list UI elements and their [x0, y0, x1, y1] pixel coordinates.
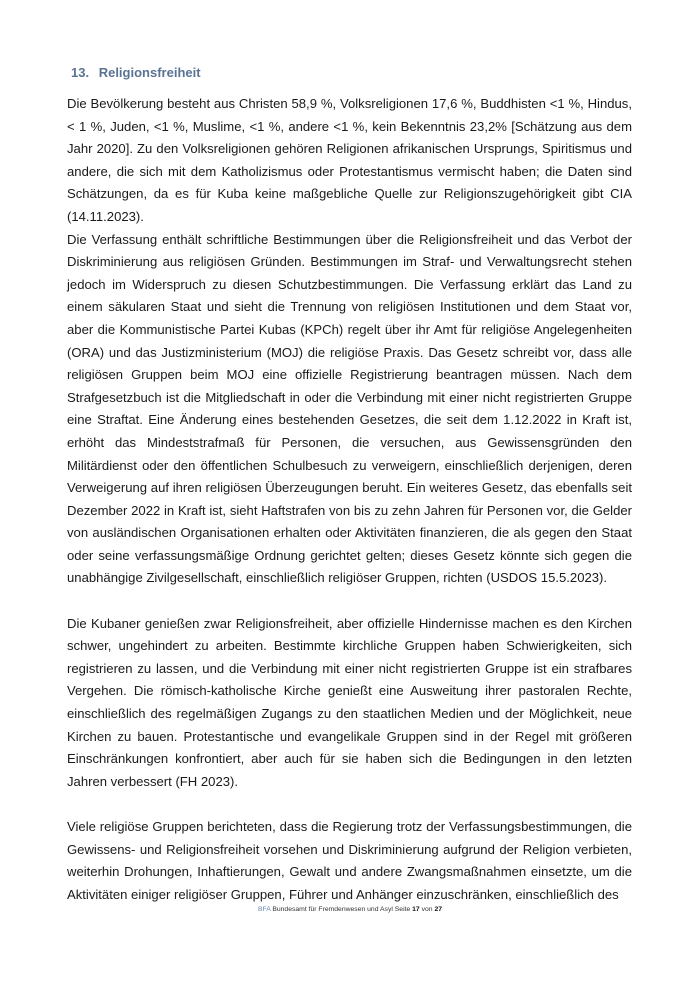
section-number: 13. [71, 65, 90, 80]
paragraph-freedom: Die Kubaner genießen zwar Religionsfreiheit, aber offizielle Hindernisse machen es den Kirchen schwer, ungehindert zu arbeiten. Bestimmte kirchliche Gruppen haben Schwierigkeiten, sich registrieren zu lassen, und die Verbindung mit einer nicht registrierten Gruppe ist ein strafbares Vergehen. Die römisch-katholische Kirche genießt eine Ausweitung ihrer pastoralen Rechte, einschließlich des regelmäßigen Zugangs zu den staatlichen Medien und der Möglichkeit, neue Kirchen zu bauen. Protestantische und evangelikale Gruppen sind in der Regel mit größeren Einschränkungen konfrontiert, aber auch für sie haben sich die Bedingungen in den letzten Jahren verbessert (FH 2023). [67, 615, 632, 789]
footer-page-label: Seite [394, 906, 411, 913]
footer-of-label: von [421, 906, 433, 913]
paragraph-constitution: Die Verfassung enthält schriftliche Bestimmungen über die Religionsfreiheit und das Verbot der Diskriminierung aus religiösen Gründen. Bestimmungen im Straf- und Verwaltungsrecht stehen jedoch im Widerspruch zu diesen Schutzbestimmungen. Die Verfassung erklärt das Land zu einem säkularen Staat und sieht die Trennung von religiösen Institutionen und dem Staat vor, aber die Kommunistische Partei Kubas (KPCh) regelt über ihr Amt für religiöse Angelegenheiten (ORA) und das Justizministerium (MOJ) die religiöse Praxis. Das Gesetz schreibt vor, dass alle religiösen Gruppen beim MOJ eine offizielle Registrierung beantragen müssen. Nach dem Strafgesetzbuch ist die Mitgliedschaft in oder die Verbindung mit einer nicht registrierten Gruppe eine Straftat. Eine Änderung eines bestehenden Gesetzes, die seit dem 1.12.2022 in Kraft ist, erhöht das Mindeststrafmaß für Personen, die versuchen, aus Gewissensgründen den Militärdienst oder den öffentlichen Schulbesuch zu verweigern, einschließlich derjenigen, deren Verweigerung auf ihren religiösen Überzeugungen beruht. Ein weiteres Gesetz, das ebenfalls seit Dezember 2022 in Kraft ist, sieht Haftstrafen von bis zu zehn Jahren für Personen vor, die Gelder von ausländischen Organisationen erhalten oder Aktivitäten finanzieren, die als gegen den Staat oder seine verfassungsmäßige Ordnung gerichtet gelten; dieses Gesetz könnte sich gegen die unabhängige Zivilgesellschaft, einschließlich religiöser Gruppen, richten (USDOS 15.5.2023). [67, 231, 632, 586]
brand-logo: BFA [257, 906, 271, 913]
document-page [67, 62, 632, 906]
paragraph-religious-groups: Viele religiöse Gruppen berichteten, dass die Regierung trotz der Verfassungsbestimmungen, die Gewissens- und Religionsfreiheit vorsehen und Diskriminierung aufgrund der Religion verbieten, weiterhin Drohungen, Inhaftierungen, Gewalt und andere Zwangsmaßnahmen einsetzte, um die Aktivitäten einiger religiöser Gruppen, Führer und Anhänger einzuschränken, einschließlich des [67, 819, 632, 902]
page-footer [0, 906, 700, 913]
section-title: Religionsfreiheit [98, 65, 201, 80]
paragraph-population: Die Bevölkerung besteht aus Christen 58,9 %, Volksreligionen 17,6 %, Buddhisten <1 %, Hindus, < 1 %, Juden, <1 %, Muslime, <1 %, andere <1 %, kein Bekenntnis 23,2% [Schätzung aus dem Jahr 2020]. Zu den Volksreligionen gehören Religionen afrikanischen Ursprungs, Spiritismus und andere, die sich mit dem Katholizismus oder Protestantismus vermischt haben; die Daten sind Schätzungen, da es für Kuba keine maßgebliche Quelle zur Religionszugehörigkeit gibt CIA (14.11.2023). [67, 96, 632, 224]
section-heading [71, 62, 632, 84]
footer-page-number: 17 [412, 906, 420, 913]
footer-org: Bundesamt für Fremdenwesen und Asyl [272, 906, 393, 913]
footer-page-total: 27 [434, 906, 443, 913]
